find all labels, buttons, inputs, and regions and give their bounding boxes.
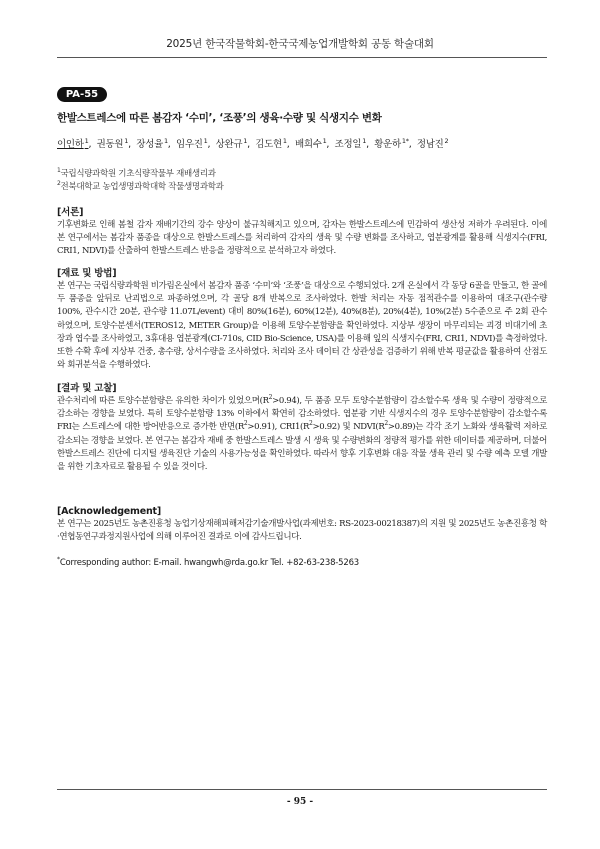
author: 이인하$^1$ [57,136,89,150]
author: 장성율$^1$ [136,136,168,150]
corresponding-author: *Corresponding author: E-mail. hwangwh@rda.go.kr Tel. +82-63-238-5263 [57,556,360,568]
section-body: 본 연구는 국립식량과학원 비가림온실에서 봄감자 품종 ‘수미’와 ‘조풍’을 대상으로 수행되었다. 2개 온실에서 각 동당 6골을 만들고, 한 골에 두 품종을 앞뒤로 난괴법으로 파종하였으며, 각 골당 8개 반복으로 조사하였다. 한발 처리는 자동 점적관수를 이용하여 대조구(관수량 100%, 관수시간 20분, 관수량 11.07L/event) 대비 80%(16분), 60%(12분), 40%(8분), 20%(4분), 10%(2분) 5수준으로 주 2회 관수 하였으며, 토양수분센서(TEROS12, METER Group)을 이용해 토양수분함량을 확인하였다. 지상부 생장이 마무리되는 괴경 비대기에 초장과 엽수를 조사하였고, 3휴대용 엽분광계(CI-710s, CID Bio-Science, USA)를 이용해 잎의 식생지수(FRI, CRI1, NDVI)를 측정하였다. 또한 수확 후에 지상부 건중, 총수량, 상서수량을 조사하였다. 처리와 조사 데이터 간 상관성을 검증하기 위해 반복 평균값을 활용하여 산점도와 회귀분석을 수행하였다. [57,281,547,371]
section-methods [57,265,547,372]
author: 상완규$^1$ [215,136,248,150]
section-introduction [57,204,547,259]
footer-divider [57,789,547,790]
author: 권동원$^1$ [96,136,129,150]
section-acknowledgement [57,506,547,544]
header-divider [57,57,547,58]
section-heading: [결과 및 고찰] [57,383,117,394]
author: 임우진$^1$ [175,136,208,150]
author: 배희수$^1$ [294,136,327,150]
section-heading: [재료 및 방법] [57,268,117,279]
affiliation: $^2$전북대학교 농업생명과학대학 작물생명과학과 [57,180,224,192]
author-list: 이인하$^1$, 권동원$^1$, 장성율$^1$, 임우진$^1$, 상완규$^1$, 김도현$^1$, 배희수$^1$, 조정일$^1$, 황운하$^{1*}$, 정남진$^2$ [57,136,449,150]
author: 김도현$^1$ [255,136,287,150]
page-number: - 95 - [286,797,314,807]
author: 황운하$^{1*}$ [374,136,409,150]
affiliation: $^1$국립식량과학원 기초식량작물부 재배생리과 [57,167,216,179]
conference-header: 2025년 한국작물학회-한국국제농업개발학회 공동 학술대회 [166,38,434,50]
author: 정남진$^2$ [416,136,449,150]
section-body: 기후변화로 인해 봄철 감자 재배기간의 강수 양상이 불규칙해지고 있으며, 감자는 한발스트레스에 민감하여 생산성 저하가 우려된다. 이에 본 연구에서는 봄감자 품종을 대상으로 한발스트레스를 처리하여 감자의 생육 및 수량 변화를 조사하고, 엽분광계를 활용해 식생지수(FRI, CRI1, NDVI)를 산출하여 한발스트레스 반응을 정량적으로 분석하고자 하였다. [57,220,547,257]
section-results [57,380,547,474]
section-body: 본 연구는 2025년도 농촌진흥청 농업기상재해피해저감기술개발사업(과제번호: RS-2023-00218387)의 지원 및 2025년도 농촌진흥청 학·연협동연구과정지원사업에 의해 이루어진 결과로 이에 감사드립니다. [57,519,547,543]
paper-title: 한발스트레스에 따른 봄감자 ‘수미’, ‘조풍’의 생육·수량 및 식생지수 변화 [57,112,382,124]
section-heading: [서론] [57,207,84,218]
section-body: 관수처리에 따른 토양수분함량은 유의한 차이가 있었으며$(R^2>0.94)$, 두 품종 모두 토양수분함량이 감소할수록 생육 및 수량이 정량적으로 감소하는 경향을 보였다. 특히 토양수분함량 13% 이하에서 확연히 감소하였다. 엽분광 기반 식생지수의 경우 토양수분함량이 감소할수록 FRI는 스트레스에 대한 방어반응으로 증가한 반면$(R^2>0.91)$, $CRI1(R^2>0.92)$ 및 $NDVI(R^2>0.89)$는 각각 조기 노화와 생육활력 저하로 감소되는 경향을 보였다. 본 연구는 봄감자 재배 중 한발스트레스 발생 시 생육 및 수량변화의 정량적 평가를 위한 데이터를 제공하며, 더불어 한발스트레스 진단에 디지털 생육진단 기술의 사용가능성을 확인하였다. 따라서 향후 기후변화 대응 작물 생육 관리 및 수량 예측 모델 개발을 위한 기초자료로 활용될 수 있을 것이다. [57,394,547,473]
poster-id-badge: PA-55 [57,87,107,102]
section-heading: [Acknowledgement] [57,506,162,517]
author: 조정일$^1$ [334,136,367,150]
